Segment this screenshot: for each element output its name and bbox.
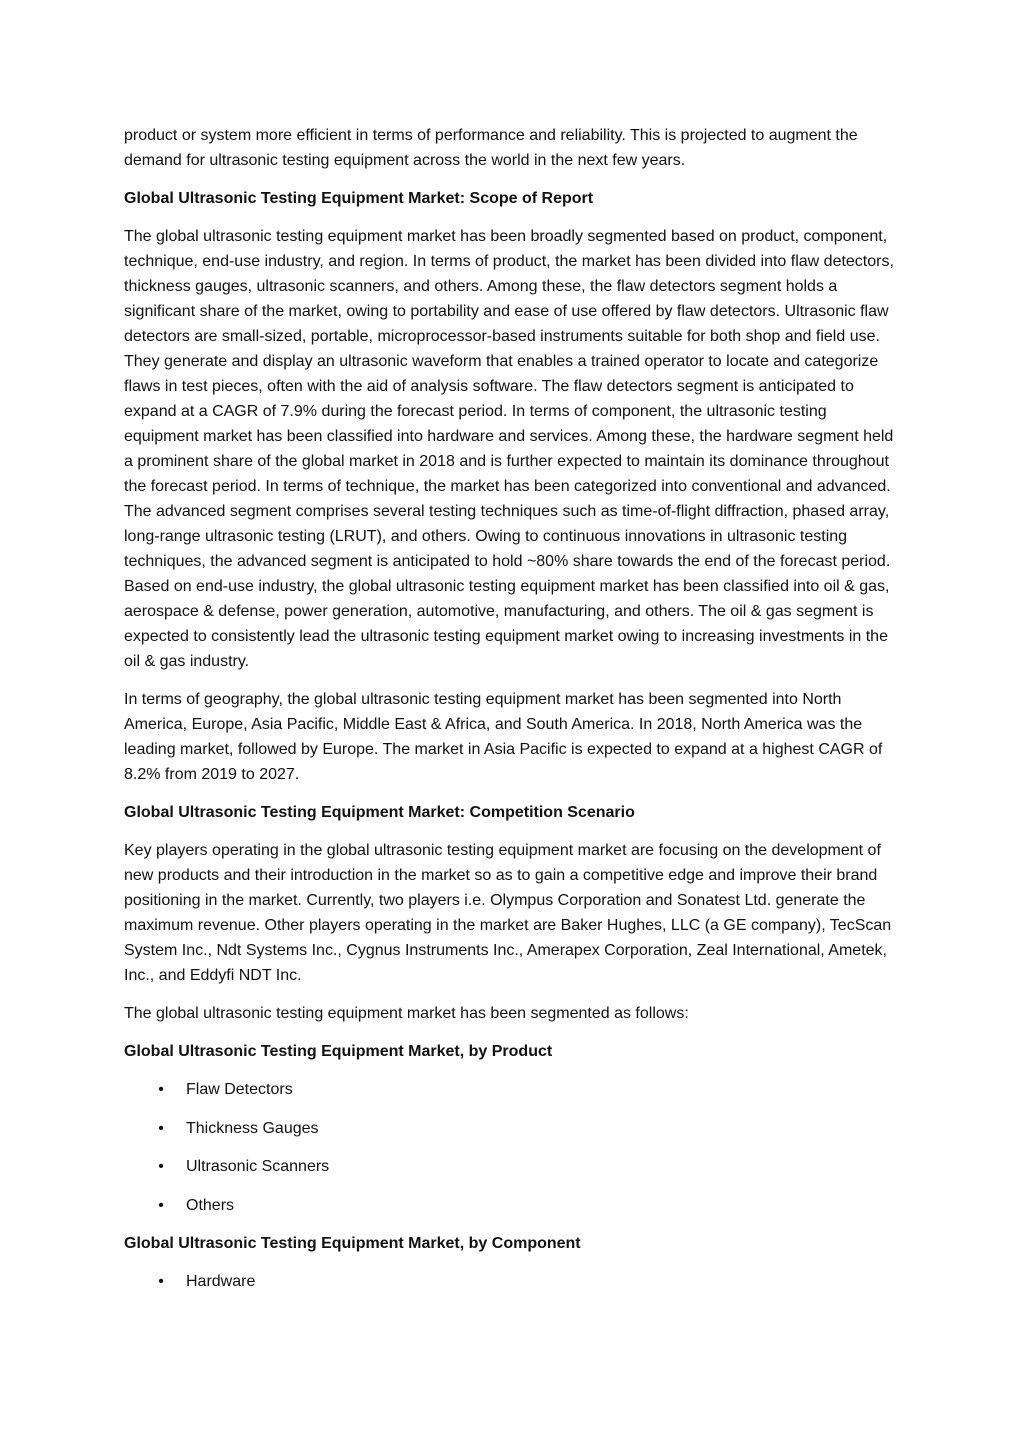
competition-heading: Global Ultrasonic Testing Equipment Market: Competition Scenario xyxy=(124,804,635,821)
scope-paragraph: The global ultrasonic testing equipment market has been broadly segmented based on product, component, technique, end-use industry, and region. In terms of product, the market has been divided into flaw detectors, thickness gauges, ultrasonic scanners, and others. Among these, the flaw detectors segment holds a significant share of the market, owing to portability and ease of use offered by flaw detectors. Ultrasonic flaw detectors are small-sized, portable, microprocessor-based instruments suitable for both shop and field use. They generate and display an ultrasonic waveform that enables a trained operator to locate and categorize flaws in test pieces, often with the aid of analysis software. The flaw detectors segment is anticipated to expand at a CAGR of 7.9% during the forecast period. In terms of component, the ultrasonic testing equipment market has been classified into hardware and services. Among these, the hardware segment held a prominent share of the global market in 2018 and is further expected to maintain its dominance throughout the forecast period. In terms of technique, the market has been categorized into conventional and advanced. The advanced segment comprises several testing techniques such as time-of-flight diffraction, phased array, long-range ultrasonic testing (LRUT), and others. Owing to continuous innovations in ultrasonic testing techniques, the advanced segment is anticipated to hold ~80% share towards the end of the forecast period. Based on end-use industry, the global ultrasonic testing equipment market has been classified into oil & gas, aerospace & defense, power generation, automotive, manufacturing, and others. The oil & gas segment is expected to consistently lead the ultrasonic testing equipment market owing to increasing investments in the oil & gas industry. xyxy=(124,228,894,670)
bullet-icon: • xyxy=(158,1196,164,1214)
list-item xyxy=(124,1116,902,1141)
list-item-label: Thickness Gauges xyxy=(186,1119,319,1137)
list-item-label: Others xyxy=(186,1196,235,1214)
component-section-heading: Global Ultrasonic Testing Equipment Market, by Component xyxy=(124,1235,581,1252)
list-item xyxy=(124,1269,902,1294)
geography-paragraph: In terms of geography, the global ultrasonic testing equipment market has been segmented into North America, Europe, Asia Pacific, Middle East & Africa, and South America. In 2018, North America was the leading market, followed by Europe. The market in Asia Pacific is expected to expand at a highest CAGR of 8.2% from 2019 to 2027. xyxy=(124,691,883,783)
bullet-icon: • xyxy=(158,1158,164,1175)
bullet-icon: • xyxy=(158,1119,164,1137)
list-item xyxy=(124,1077,902,1102)
list-item xyxy=(124,1154,902,1179)
product-list xyxy=(124,1077,902,1218)
scope-heading: Global Ultrasonic Testing Equipment Market: Scope of Report xyxy=(124,190,594,207)
segmented-intro-paragraph: The global ultrasonic testing equipment market has been segmented as follows: xyxy=(124,1005,689,1022)
intro-paragraph: product or system more efficient in terms of performance and reliability. This is projected to augment the demand for ultrasonic testing equipment across the world in the next few years. xyxy=(124,127,858,169)
list-item-label: Flaw Detectors xyxy=(186,1081,293,1098)
bullet-icon: • xyxy=(158,1273,164,1290)
list-item xyxy=(124,1193,902,1218)
product-section-heading: Global Ultrasonic Testing Equipment Market, by Product xyxy=(124,1043,553,1060)
list-item-label: Hardware xyxy=(186,1273,256,1290)
bullet-icon: • xyxy=(158,1081,164,1098)
document-page xyxy=(124,123,902,1308)
list-item-label: Ultrasonic Scanners xyxy=(186,1158,330,1175)
component-list xyxy=(124,1269,902,1294)
competition-paragraph: Key players operating in the global ultrasonic testing equipment market are focusing on the development of new products and their introduction in the market so as to gain a competitive edge and improve their brand positioning in the market. Currently, two players i.e. Olympus Corporation and Sonatest Ltd. generate the maximum revenue. Other players operating in the market are Baker Hughes, LLC (a GE company), TecScan System Inc., Ndt Systems Inc., Cygnus Instruments Inc., Amerapex Corporation, Zeal International, Ametek, Inc., and Eddyfi NDT Inc. xyxy=(124,842,892,984)
